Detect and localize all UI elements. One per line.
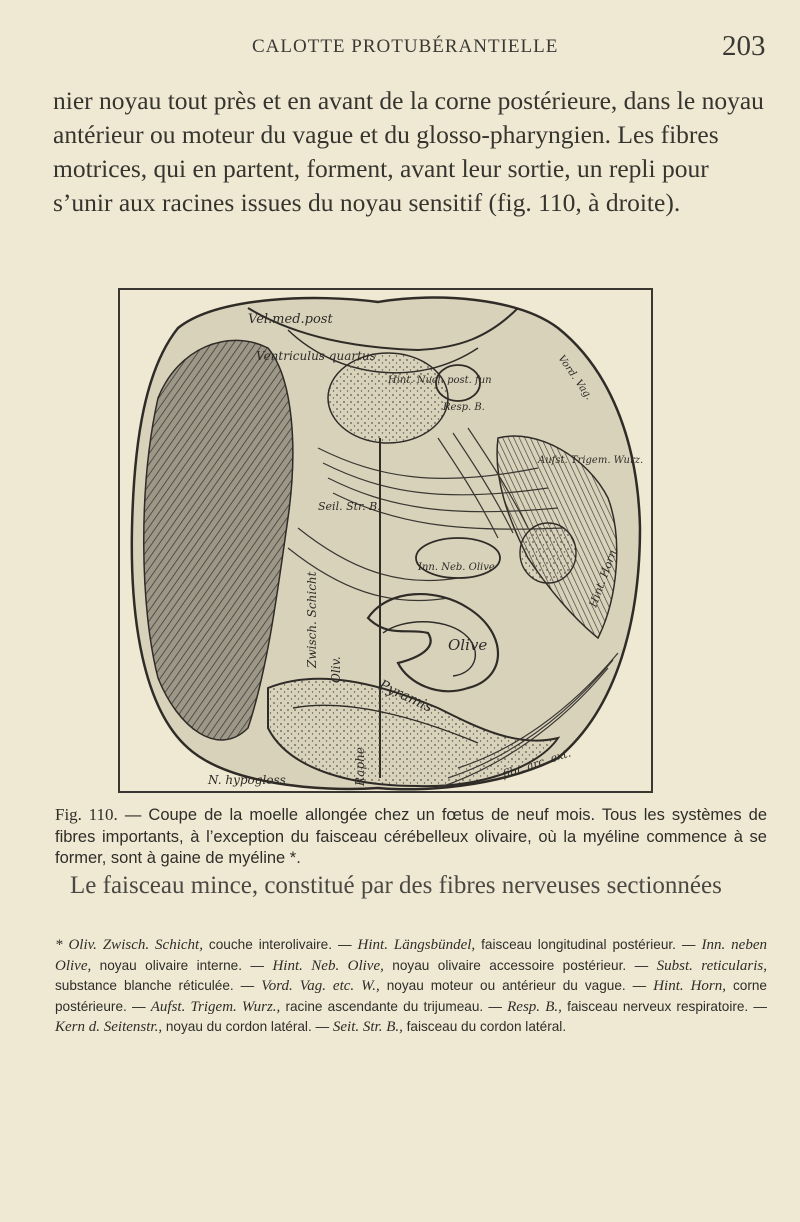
running-title: CALOTTE PROTUBÉRANTIELLE: [252, 36, 559, 57]
paragraph-text: nier noyau tout près et en avant de la corne postérieure, dans le noyau antérieur ou moteur du vague et du glosso-pharyngien. Les fibres motrices, qui en partent, forment, avant leur sortie, un repli pour s’unir aux racines issues du noyau sensitif (fig. 110, à droite).: [53, 86, 764, 217]
footnote-term: Hint. Längsbündel,: [357, 937, 476, 953]
footnote: [55, 935, 767, 1038]
caption-text: — Coupe de la moelle allongée chez un fœtus de neuf mois. Tous les systèmes de fibres importants, à l’exception du faisceau cérébelleux olivaire, où la myéline commence à se former, sont à gaine de myéline *.: [55, 806, 768, 867]
page-number: 203: [722, 30, 766, 62]
footnote-term: * Oliv. Zwisch. Schicht,: [55, 937, 203, 953]
footnote-definition: faisceau du cordon latéral.: [402, 1019, 567, 1034]
footnote-definition: couche interolivaire. —: [202, 937, 358, 952]
footnote-term: Hint. Neb. Olive,: [272, 957, 384, 974]
label-fibr-arc-ext: fibr. arc. ext.: [500, 746, 573, 781]
label-hint-horn: Hint. Horn: [586, 548, 620, 610]
footnote-term: Subst. reticularis,: [656, 957, 767, 974]
medulla-section-drawing: [118, 288, 656, 796]
label-seil-str-b: Seil. Str. B.: [318, 500, 381, 513]
footnote-definition: noyau moteur ou antérieur du vague. —: [379, 978, 654, 993]
footnote-definition: substance blanche réticulée. —: [55, 978, 262, 993]
continuation-line: Le faisceau mince, constitué par des fibres nerveuses sectionnées: [70, 872, 722, 899]
footnote-definition: noyau olivaire interne. —: [91, 957, 273, 973]
footnote-term: Resp. B.,: [507, 998, 562, 1015]
label-oliv: Oliv.: [329, 656, 343, 683]
dorsal-nuclei: [328, 353, 448, 443]
footnote-definition: faisceau longitudinal postérieur. —: [475, 937, 702, 952]
label-pyramis: Pyramis: [376, 677, 436, 716]
footnote-term: Hint. Horn,: [653, 978, 726, 994]
footnote-definition: noyau olivaire accessoire postérieur. —: [383, 957, 657, 973]
footnote-definition: corne postérieure. —: [55, 978, 767, 1014]
figure-number: Fig. 110.: [55, 805, 118, 824]
footnote-term: Seit. Str. B.,: [332, 1019, 403, 1035]
footnote-term: Aufst. Trigem. Wurz.,: [150, 998, 281, 1015]
label-ventriculus: Ventriculus quartus: [256, 349, 376, 363]
lateral-cord-nucleus: [520, 523, 576, 583]
label-hint-nucl: Hint. Nucl. post. fun: [388, 375, 492, 386]
label-inn-neb-olive: Inn. Neb. Olive: [418, 562, 495, 573]
footnote-definition: racine ascendante du trijumeau. —: [280, 998, 508, 1014]
label-resp-b: Resp. B.: [443, 402, 485, 413]
body-paragraph: [53, 84, 773, 220]
label-zwisch-schicht: Zwisch. Schicht: [305, 571, 319, 668]
label-raphe: Raphe: [353, 747, 367, 786]
figure-caption: [55, 804, 767, 870]
label-aufst-trigem: Aufst. Trigem. Wurz.: [538, 455, 644, 466]
footnote-term: Inn. neben Olive,: [55, 937, 768, 974]
footnote-definition: noyau du cordon latéral. —: [162, 1019, 333, 1034]
footnote-term: Kern d. Seitenstr.,: [55, 1019, 163, 1035]
running-header: [0, 30, 800, 66]
footnote-definition: faisceau nerveux respiratoire. —: [561, 998, 767, 1014]
label-olive: Olive: [448, 636, 488, 654]
label-vel-med-post: Vel.med.post: [248, 312, 333, 327]
footnote-term: Vord. Vag. etc. W.,: [261, 978, 380, 994]
figure-110: [118, 288, 656, 796]
label-vord-vag: Vord. Vag.: [555, 353, 595, 403]
label-n-hypogloss: N. hypogloss: [208, 773, 286, 787]
